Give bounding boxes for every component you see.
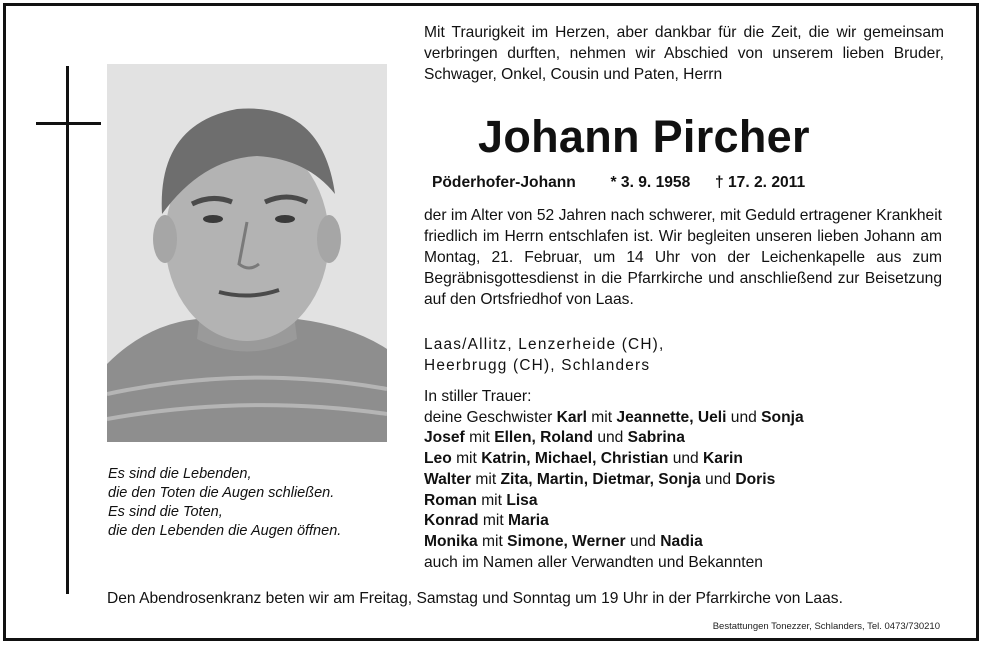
memorial-quote (108, 465, 408, 541)
mourner-name: Ellen, Roland (494, 429, 593, 447)
mourner-name: Monika (424, 532, 478, 550)
mourner-name: Josef (424, 429, 465, 447)
mourner-name: Karl (556, 408, 587, 426)
mourner-name: Konrad (424, 512, 479, 530)
quote-line: die den Lebenden die Augen öffnen. (108, 523, 342, 539)
mourner-line (424, 532, 944, 553)
mourner-connector: und (726, 408, 762, 426)
mourner-connector: deine Geschwister (424, 408, 557, 426)
mourners-heading: In stiller Trauer: (424, 388, 532, 405)
places-line: Heerbrugg (CH), Schlanders (424, 357, 651, 374)
places-line: Laas/Allitz, Lenzerheide (CH), (424, 336, 665, 353)
mourner-connector: und (625, 532, 661, 550)
mourner-connector: mit (586, 408, 617, 426)
birth-date: * 3. 9. 1958 (610, 174, 691, 191)
mourner-name: Nadia (660, 532, 703, 550)
mourner-connector: und (592, 429, 628, 447)
mourner-name: Lisa (506, 491, 538, 509)
intro-text: Mit Traurigkeit im Herzen, aber dankbar für die Zeit, die wir gemeinsam verbringen durften, nehmen wir Abschied von unserem lieben Bruder, Schwager, Onkel, Cousin und Paten, Herrn (424, 24, 944, 83)
quote-line: Es sind die Toten, (108, 504, 223, 520)
mourner-connector: mit (476, 491, 507, 509)
death-date: † 17. 2. 2011 (714, 174, 806, 191)
mourner-connector: mit (477, 532, 508, 550)
mourner-name: Katrin, Michael, Christian (481, 450, 669, 468)
mourner-line (424, 470, 944, 491)
mourner-line (424, 553, 944, 574)
mourner-name: Roman (424, 491, 477, 509)
mourner-connector: mit (464, 429, 495, 447)
mourner-name: Simone, Werner (507, 532, 626, 550)
cross-icon-vertical (66, 66, 69, 594)
mourner-connector: auch im Namen aller Verwandten und Bekannten (424, 553, 763, 571)
mourners-list (424, 387, 944, 573)
quote-line: die den Toten die Augen schließen. (108, 485, 335, 501)
mourner-connector: mit (471, 470, 501, 488)
cross-icon-horizontal (36, 122, 101, 125)
rosary-notice: Den Abendrosenkranz beten wir am Freitag, Samstag und Sonntag um 19 Uhr in der Pfarrkirche von Laas. (107, 590, 843, 607)
life-dates (432, 174, 805, 192)
undertaker-credit: Bestattungen Tonezzer, Schlanders, Tel. 0473/730210 (712, 621, 940, 632)
mourner-name: Sonja (761, 408, 804, 426)
mourner-connector: und (700, 470, 736, 488)
mourner-name: Maria (508, 512, 549, 530)
mourner-name: Leo (424, 450, 452, 468)
quote-line: Es sind die Lebenden, (108, 466, 252, 482)
mourner-name: Walter (424, 470, 472, 488)
mourner-name: Doris (735, 470, 776, 488)
nickname: Pöderhofer-Johann (432, 174, 576, 191)
mourner-connector: mit (451, 450, 482, 468)
mourner-connector: und (668, 450, 704, 468)
mourner-line (424, 408, 944, 429)
mourner-line (424, 491, 944, 512)
places (424, 334, 764, 376)
mourner-name: Sabrina (627, 429, 685, 447)
mourner-line (424, 511, 944, 532)
mourner-name: Jeannette, Ueli (616, 408, 727, 426)
mourner-line (424, 428, 944, 449)
mourner-name: Karin (703, 450, 743, 468)
deceased-name: Johann Pircher (478, 111, 810, 162)
mourner-line (424, 449, 944, 470)
mourner-connector: mit (478, 512, 509, 530)
portrait-photo (107, 64, 387, 442)
mourner-name: Zita, Martin, Dietmar, Sonja (500, 470, 701, 488)
funeral-details: der im Alter von 52 Jahren nach schwerer, mit Geduld ertragener Krankheit friedlich im Herrn entschlafen ist. Wir begleiten unseren lieben Johann am Montag, 21. Februar, um 14 Uhr von der Leichenkapelle aus zum Begräbnisgottesdienst in die Pfarrkirche und anschließend zur Beisetzung auf den Ortsfriedhof von Laas. (424, 207, 942, 308)
